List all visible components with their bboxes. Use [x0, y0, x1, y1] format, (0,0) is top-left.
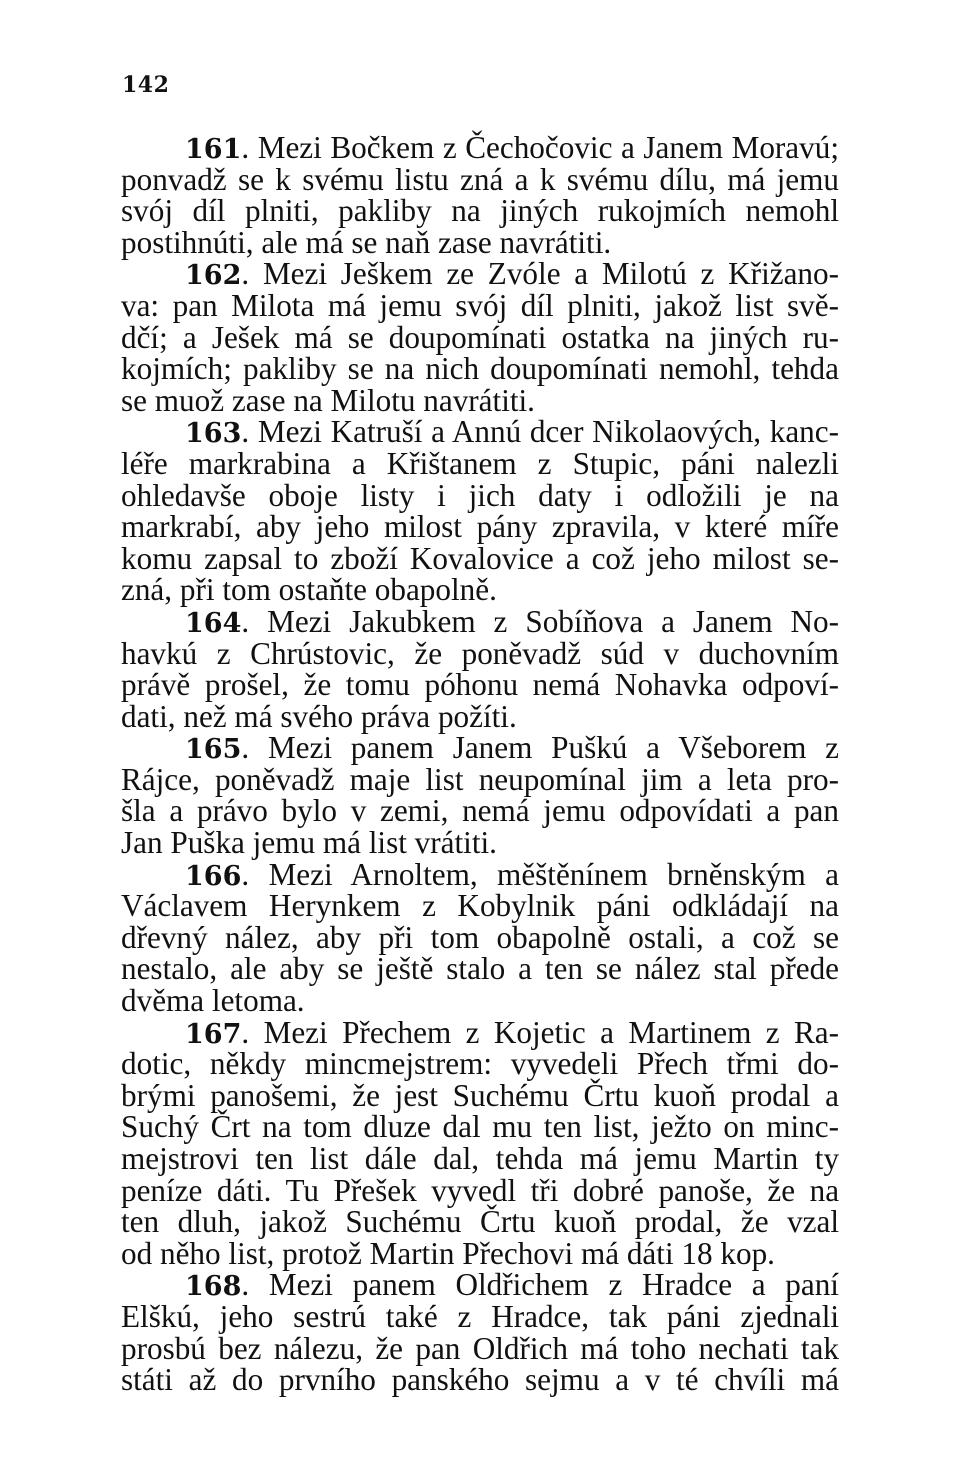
paragraph-number: 164 [185, 607, 242, 639]
paragraph-text: právě prošel, že tomu póhonu nemá Nohavka odpoví- [121, 667, 840, 703]
paragraph-166 [121, 856, 840, 1019]
paragraph-text: od něho list, protož Martin Přechovi má dáti 18 kop. [121, 1235, 775, 1271]
paragraph-text: Rájce, poněvadž maje list neupomínal jim a leta pro- [121, 761, 840, 797]
text-line [121, 1077, 839, 1113]
paragraph-text: ten dluh, jakož Suchému Črtu kuoň prodal, že vzal [121, 1204, 840, 1240]
text-line [121, 1206, 839, 1238]
text-line [121, 827, 839, 859]
paragraph-text: dvěma letoma. [121, 983, 305, 1019]
paragraph-number: 162 [185, 260, 242, 292]
text-line [121, 477, 839, 513]
paragraph-text: Mezi Jakubkem z Sobíňova a Janem No- [267, 603, 840, 639]
text-line [121, 287, 840, 323]
text-line [121, 511, 839, 543]
text-line [121, 603, 840, 639]
paragraph-text: Jan Puška jemu má list vrátiti. [121, 825, 497, 861]
paragraph-text: mejstrovi ten list dále dal, tehda má jemu Martin ty [121, 1141, 840, 1176]
paragraph-text: komu zapsal to zboží Kovalovice a což jeho milost se- [121, 540, 840, 576]
text-line [121, 161, 839, 197]
text-line [121, 1048, 839, 1080]
text-line [121, 890, 839, 922]
text-line [121, 195, 839, 227]
text-line [121, 1111, 839, 1143]
paragraph-number: 167 [185, 1018, 242, 1050]
paragraph-text: markrabí, aby jeho milost pány zpravila, v které míře [121, 509, 840, 545]
paragraph-text: Mezi Přechem z Kojetic a Martinem z Ra- [263, 1014, 840, 1050]
paragraph-number-dot: . [241, 856, 250, 892]
paragraph-text: havkú z Chrústovic, že poněvadž súd v duchovním [121, 635, 839, 671]
text-line [121, 795, 839, 827]
paragraph-text: kojmích; pakliby se na nich doupomínati nemohl, tehda [121, 351, 839, 387]
text-line [121, 1172, 840, 1208]
paragraph-text: léře markrabina a Křištanem z Stupic, páni nalezli [121, 445, 839, 481]
text-line [121, 761, 840, 797]
text-line [121, 132, 839, 164]
paragraph-text: dati, než má svého práva požíti. [121, 698, 517, 734]
text-line [121, 1235, 839, 1271]
paragraph-text: Mezi Bočkem z Čechočovic a Janem Moravú; [257, 130, 839, 165]
paragraph-text: ohledavše oboje listy i jich daty i odložili je na [121, 477, 839, 513]
paragraph-text: Mezi panem Oldřichem z Hradce a paní [268, 1267, 839, 1303]
text-line [121, 445, 839, 481]
text-line [121, 1143, 839, 1175]
text-line [121, 1298, 840, 1334]
paragraph-163 [121, 416, 839, 606]
text-line [121, 319, 839, 355]
paragraph-text: Suchý Črt na tom dluze dal mu ten list, ježto on minc- [121, 1109, 839, 1145]
paragraph-text: nestalo, ale aby se ještě stalo a ten se nález stal přede [121, 951, 840, 987]
text-line [121, 635, 839, 671]
text-line [121, 258, 839, 290]
paragraph-number: 163 [185, 418, 242, 450]
paragraph-text: postihnúti, ale má se naň zase navrátiti. [121, 224, 612, 260]
paragraph-text: Mezi Katruší a Annú dcer Nikolaových, kanc- [257, 414, 839, 450]
paragraph-number: 165 [185, 734, 242, 766]
paragraph-number-dot: . [241, 130, 250, 165]
text-line [121, 540, 840, 576]
text-line [121, 574, 839, 606]
paragraph-text: Elškú, jeho sestrú také z Hradce, tak páni zjednali [121, 1298, 840, 1334]
text-line [121, 732, 839, 764]
paragraph-text: brými panošemi, že jest Suchému Črtu kuoň prodal a [121, 1077, 839, 1113]
paragraph-number-dot: . [241, 730, 250, 766]
page-number: 142 [122, 72, 170, 98]
paragraph-text: Václavem Herynkem z Kobylnik páni odkládají na [121, 888, 839, 924]
paragraph-number-dot: . [241, 1014, 250, 1050]
paragraph-text: ponvadž se k svému listu zná a k svému dílu, má jemu [121, 161, 839, 197]
text-line [121, 856, 839, 892]
paragraph-161 [121, 132, 839, 258]
text-line [121, 416, 839, 448]
text-line [121, 919, 840, 955]
paragraph-162 [121, 258, 839, 416]
paragraph-text: dotic, někdy mincmejstrem: vyvedeli Přech třmi do- [121, 1046, 840, 1082]
paragraph-text: peníze dáti. Tu Přešek vyvedl tři dobré panoše, že na [121, 1172, 840, 1208]
paragraph-number-dot: . [241, 256, 250, 292]
paragraph-text: Mezi panem Janem Puškú a Všeborem z [267, 730, 840, 766]
text-line [121, 1269, 839, 1301]
paragraph-text: va: pan Milota má jemu svój díl plniti, jakož list svě- [121, 287, 840, 323]
paragraph-number: 161 [185, 134, 242, 165]
paragraph-165 [121, 730, 840, 861]
paragraph-text: se muož zase na Milotu navrátiti. [121, 382, 535, 418]
text-line [121, 1330, 839, 1366]
text-line [121, 953, 839, 985]
paragraph-text: prosbú bez nálezu, že pan Oldřich má toho nechati tak [121, 1330, 839, 1366]
text-body [121, 132, 839, 1396]
paragraph-number: 168 [185, 1271, 242, 1303]
text-line [121, 698, 839, 734]
text-line [121, 1014, 840, 1050]
text-line [121, 224, 839, 260]
text-line [121, 382, 839, 418]
text-line [121, 1364, 839, 1396]
paragraph-text: dřevný nález, aby při tom obapolně ostali, a což se [121, 919, 840, 955]
paragraph-text: zná, při tom ostaňte obapolně. [121, 572, 497, 608]
paragraph-number-dot: . [241, 1267, 250, 1303]
text-line [121, 353, 839, 385]
paragraph-text: dčí; a Ješek má se doupomínati ostatka na jiných ru- [121, 319, 839, 355]
paragraph-text: šla a právo bylo v zemi, nemá jemu odpovídati a pan [121, 793, 839, 829]
paragraph-text: Mezi Arnoltem, měštěnínem brněnským a [268, 856, 839, 892]
paragraph-text: Mezi Ješkem ze Zvóle a Milotú z Křižano- [262, 256, 839, 292]
paragraph-number-dot: . [241, 603, 250, 639]
paragraph-167 [121, 1014, 840, 1271]
paragraph-number: 166 [185, 860, 242, 892]
text-line [121, 985, 839, 1017]
paragraph-text: státi až do prvního panského sejmu a v té chvíli má [121, 1362, 839, 1398]
text-line [121, 669, 839, 701]
paragraph-number-dot: . [241, 414, 250, 450]
paragraph-168 [121, 1267, 840, 1398]
paragraph-text: svój díl plniti, pakliby na jiných rukojmích nemohl [121, 193, 839, 229]
paragraph-164 [121, 603, 840, 734]
